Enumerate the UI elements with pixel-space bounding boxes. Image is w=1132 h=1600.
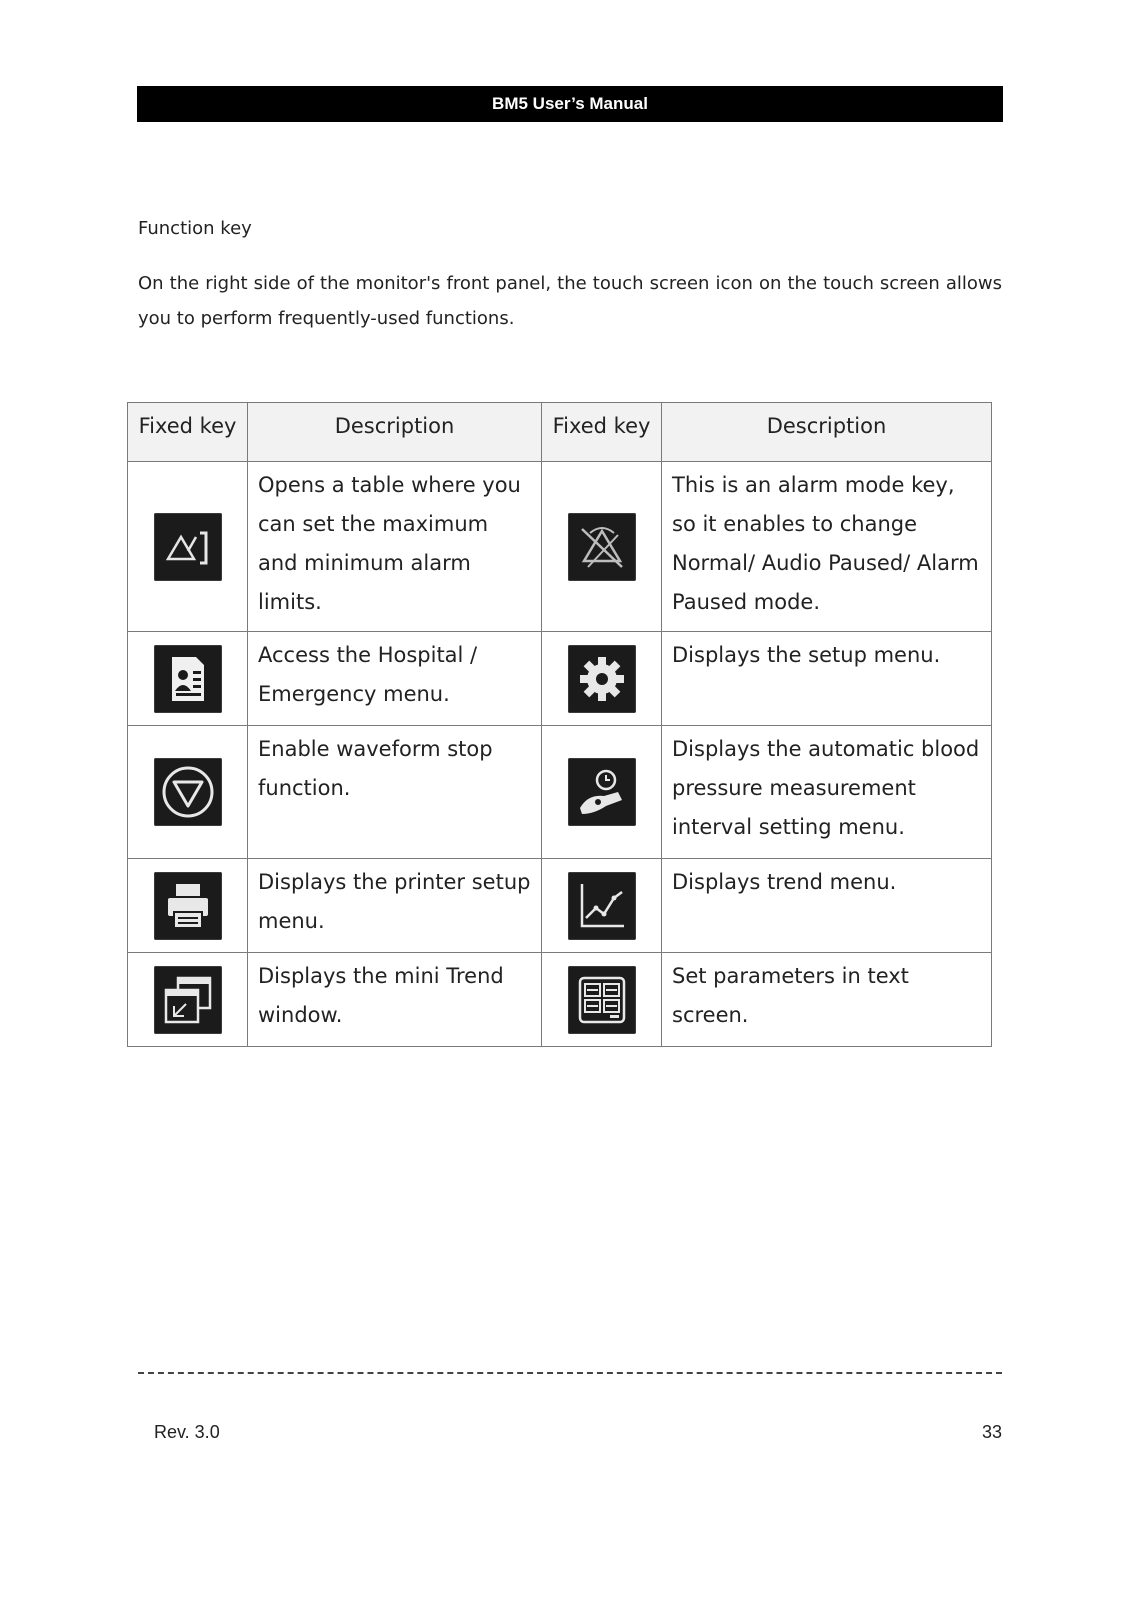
manual-title: BM5 User’s Manual [492,94,648,113]
manual-header-bar [137,86,1003,122]
nibp-interval-icon [568,758,636,826]
table-row [128,953,992,1047]
mini-trend-window-icon [154,966,222,1034]
table-row [128,859,992,953]
text-screen-icon [568,966,636,1034]
text-screen-description: Set parameters in text screen. [662,953,992,1047]
header-fixed-key-2: Fixed key [542,403,662,462]
table-row [128,632,992,726]
alarm-limits-description: Opens a table where you can set the maximum and minimum alarm limits. [248,462,542,632]
hospital-menu-description: Access the Hospital / Emergency menu. [248,632,542,726]
setup-menu-description: Displays the setup menu. [662,632,992,726]
intro-paragraph: On the right side of the monitor's front panel, the touch screen icon on the touch screen allows you to perform frequently-used functions. [138,273,1002,329]
page-number: 33 [981,1422,1002,1442]
table-row [128,462,992,632]
waveform-stop-description: Enable waveform stop function. [248,726,542,859]
header-description-2: Description [662,403,992,462]
table-row [128,726,992,859]
nibp-interval-description: Displays the automatic blood pressure measurement interval setting menu. [662,726,992,859]
alarm-limits-icon [154,513,222,581]
patient-card-icon [154,645,222,713]
printer-setup-description: Displays the printer setup menu. [248,859,542,953]
trend-graph-icon [568,872,636,940]
printer-icon [154,872,222,940]
header-description-1: Description [248,403,542,462]
table-header-row [128,403,992,462]
revision-label: Rev. 3.0 [154,1422,220,1442]
function-key-table [127,402,992,1047]
alarm-mode-description: This is an alarm mode key, so it enables to change Normal/ Audio Paused/ Alarm Paused mode. [662,462,992,632]
trend-menu-description: Displays trend menu. [662,859,992,953]
gear-icon [568,645,636,713]
waveform-stop-icon [154,758,222,826]
alarm-mode-icon [568,513,636,581]
header-fixed-key-1: Fixed key [128,403,248,462]
section-title: Function key [138,218,252,239]
mini-trend-description: Displays the mini Trend window. [248,953,542,1047]
footer-divider [138,1372,1002,1374]
